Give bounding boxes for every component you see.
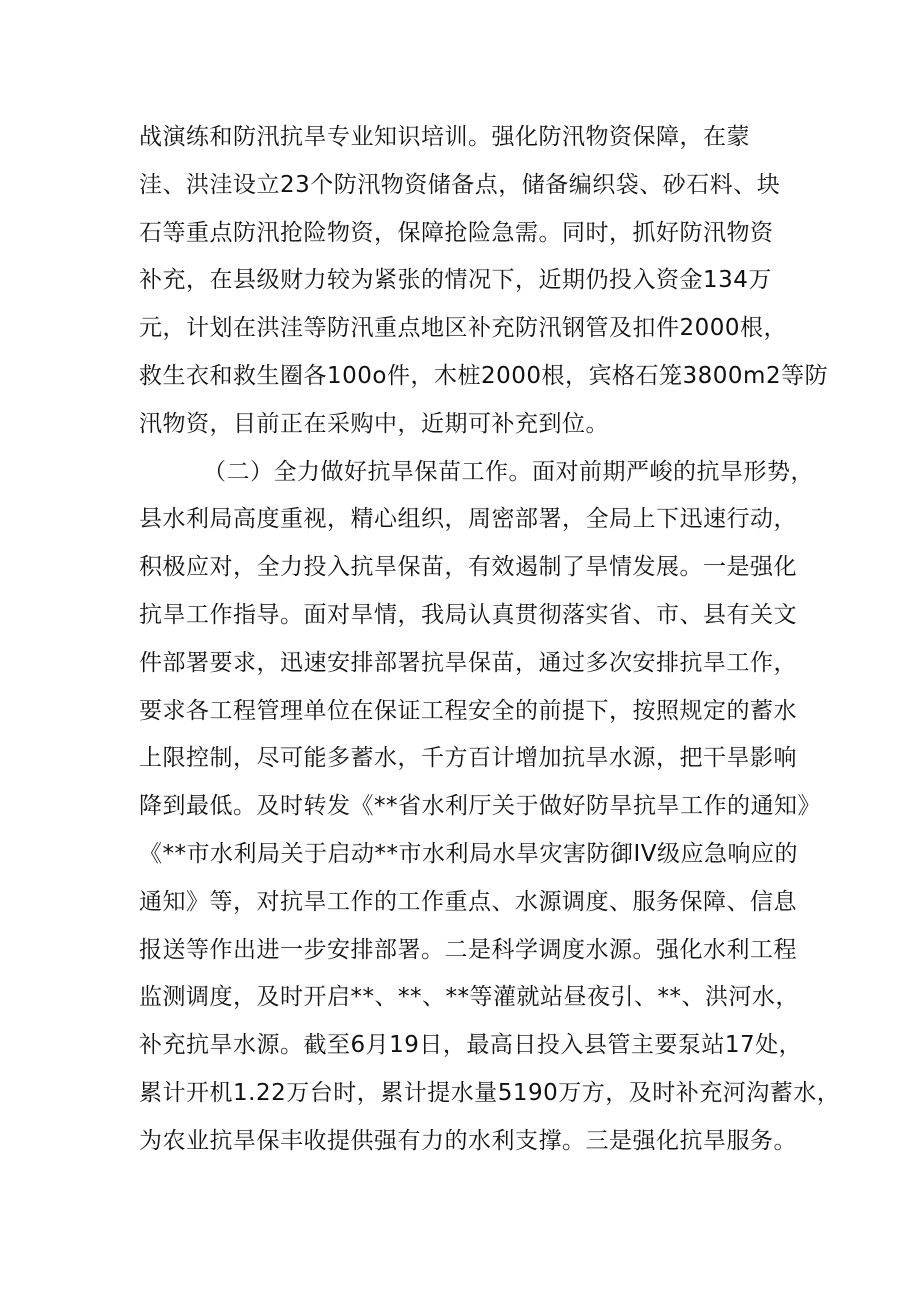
- text-line: 救生衣和救生圈各100o件，木桩2000根，宾格石笼3800m2等防: [139, 362, 829, 389]
- text-line: 县水利局高度重视，精心组织，周密部署，全局上下迅速行动，: [139, 506, 797, 533]
- text-line: 石等重点防汛抢险物资，保障抢险急需。同时，抓好防汛物资: [139, 219, 774, 246]
- text-line: 要求各工程管理单位在保证工程安全的前提下，按照规定的蓄水: [139, 697, 797, 724]
- text-line: 《**市水利局关于启动**市水利局水旱灾害防御IV级应急响应的: [139, 840, 799, 867]
- text-line: 降到最低。及时转发《**省水利厅关于做好防旱抗旱工作的通知》: [139, 793, 821, 820]
- text-line: 洼、洪洼设立23个防汛物资储备点，储备编织袋、砂石料、块: [139, 171, 781, 198]
- text-line: 抗旱工作指导。面对旱情，我局认真贯彻落实省、市、县有关文: [139, 601, 797, 628]
- text-line: 补充抗旱水源。截至6月19日，最高日投入县管主要泵站17处，: [139, 1032, 803, 1059]
- text-line: 累计开机1.22万台时，累计提水量5190万方，及时补充河沟蓄水，: [139, 1079, 841, 1106]
- text-line: 战演练和防汛抗旱专业知识培训。强化防汛物资保障，在蒙: [139, 124, 750, 150]
- text-line: 上限控制，尽可能多蓄水，千方百计增加抗旱水源，把干旱影响: [139, 745, 797, 772]
- text-line: 件部署要求，迅速安排部署抗旱保苗，通过多次安排抗旱工作，: [139, 649, 797, 676]
- text-line: 汛物资，目前正在采购中，近期可补充到位。: [139, 410, 609, 437]
- section-heading-line: （二）全力做好抗旱保苗工作。面对前期严峻的抗旱形势，: [203, 458, 814, 485]
- text-line: 积极应对，全力投入抗旱保苗，有效遏制了旱情发展。一是强化: [139, 554, 797, 581]
- text-line: 为农业抗旱保丰收提供强有力的水利支撑。三是强化抗旱服务。: [139, 1127, 797, 1154]
- text-line: 通知》等，对抗旱工作的工作重点、水源调度、服务保障、信息: [139, 888, 797, 915]
- text-line: 监测调度，及时开启**、**、**等灌就站昼夜引、**、洪河水，: [139, 984, 799, 1011]
- text-line: 元，计划在洪洼等防汛重点地区补充防汛钢管及扣件2000根，: [139, 315, 788, 342]
- body-text: [139, 114, 841, 1166]
- text-line: 报送等作出进一步安排部署。二是科学调度水源。强化水利工程: [139, 936, 797, 963]
- text-line: 补充，在县级财力较为紧张的情况下，近期仍投入资金134万: [139, 267, 772, 294]
